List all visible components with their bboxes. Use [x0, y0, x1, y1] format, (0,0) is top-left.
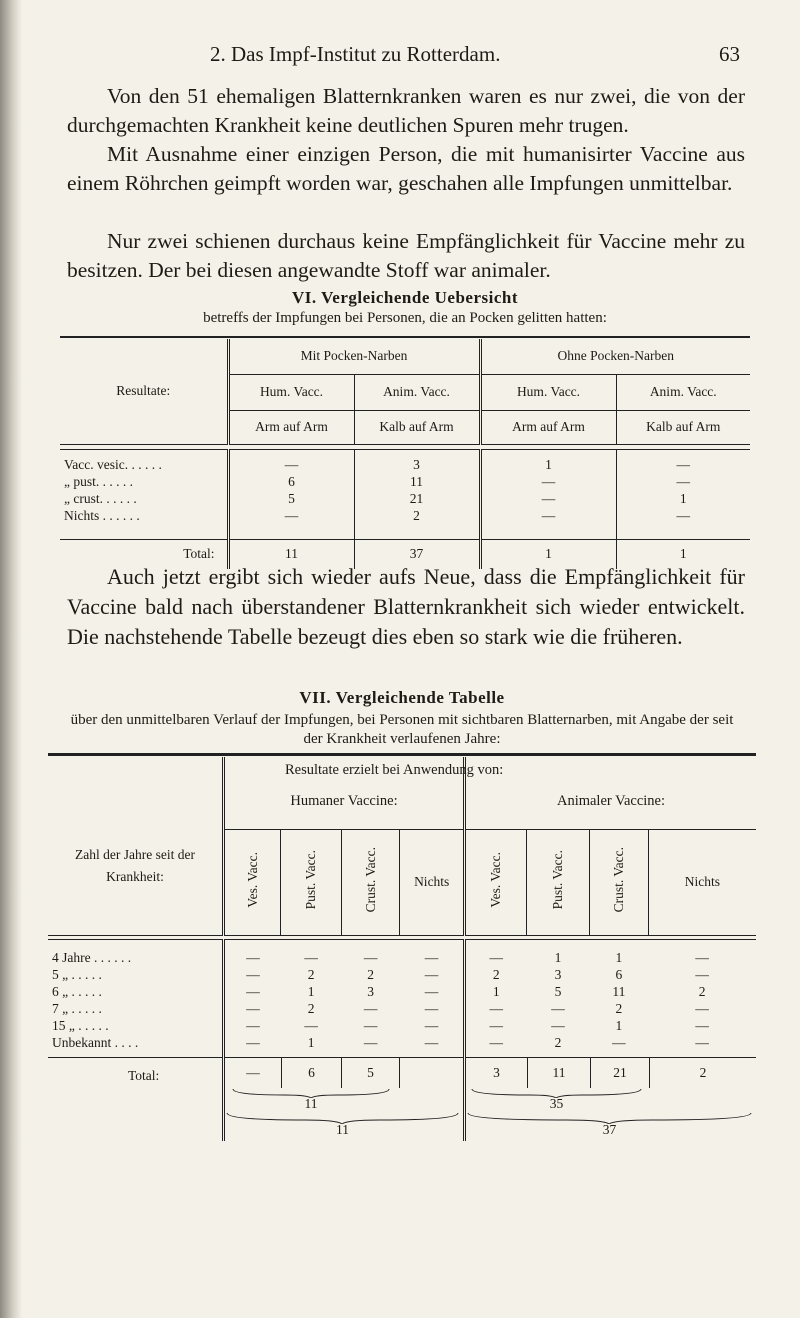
table2-col-values: — — — — — —	[224, 939, 281, 1057]
table1-top-rule	[60, 336, 750, 338]
table2-col-values: 1 6 11 2 1 —	[612, 949, 626, 1050]
table1-total: 1	[616, 539, 750, 569]
table-row-label: „ pust. . . . . .	[64, 473, 133, 489]
table-row-label: 5 „ . . . . .	[52, 966, 102, 982]
table2-col-values: — 2 1 — — —	[465, 939, 527, 1057]
table1-subtitle: betreffs der Impfungen bei Personen, die an Pocken gelitten hatten:	[203, 310, 607, 326]
table1-col-values: — — 1 —	[616, 449, 750, 539]
table2-grand-animal: 37	[602, 1121, 617, 1137]
table2-total: —	[246, 1064, 260, 1080]
table-row-label: 7 „ . . . . .	[52, 1000, 102, 1016]
table2-total: 2	[649, 1058, 756, 1088]
table1-row-header: Resultate:	[60, 339, 228, 444]
table2-col-values: — — 2 — — —	[695, 949, 709, 1050]
table2-total-label: Total:	[128, 1067, 160, 1083]
table-row-label: Vacc. vesic. . . . . .	[64, 456, 162, 472]
page-number: 63	[719, 42, 740, 66]
table1-col-values: 1 — — —	[480, 449, 616, 539]
table2-total: 21	[590, 1058, 649, 1088]
table2-top-header: Resultate erzielt bei Anwendung von:	[285, 762, 504, 778]
table2-col-header: Crust. Vacc.	[341, 829, 399, 935]
table2-col-header: Nichts	[648, 829, 756, 935]
table2-col-header: Pust. Vacc.	[526, 829, 589, 935]
table1-total: 1	[480, 539, 616, 569]
table2-total: 5	[341, 1058, 399, 1088]
table2	[48, 757, 756, 1141]
table2-col-values: — 2 1 2 — 1	[304, 949, 318, 1050]
table1-subsub-header: Kalb auf Arm	[616, 410, 750, 444]
table1-sub-header: Hum. Vacc.	[480, 374, 616, 410]
table2-total-human	[224, 1057, 465, 1141]
table2-total: 6	[281, 1058, 341, 1088]
running-title: 2. Das Impf-Institut zu Rotterdam.	[210, 42, 501, 66]
table1-sub-header: Anim. Vacc.	[616, 374, 750, 410]
table1-total: 11	[228, 539, 354, 569]
table2-total	[399, 1058, 463, 1088]
page-gutter-shadow	[0, 0, 22, 1318]
paragraph-3: Nur zwei schienen durchaus keine Empfänglichkeit für Vaccine mehr zu besitzen. Der bei diesen angewandte Stoff war animaler.	[67, 229, 745, 282]
table1-col-values: 3 11 21 2	[354, 449, 480, 539]
table2-subtotal-human: 11	[304, 1095, 318, 1111]
paragraph-2: Mit Ausnahme einer einzigen Person, die mit humanisirter Vaccine aus einem Röhrchen geimpft worden war, geschahen alle Impfungen unmittelbar.	[67, 142, 745, 195]
middle-paragraph: Auch jetzt ergibt sich wieder aufs Neue, dass die Empfänglichkeit für Vaccine bald nach überstandener Blatternkrankheit sich wieder entwickelt. Die nachstehende Tabelle bezeugt dies eben so stark wie die früheren.	[67, 564, 745, 649]
table-row-label: Unbekannt . . . .	[52, 1034, 139, 1050]
table2-col-values: — — — — — —	[424, 949, 439, 1050]
table2-col-header: Nichts	[400, 829, 465, 935]
table-row-label: 15 „ . . . . .	[52, 1017, 109, 1033]
table1-title: VI. Vergleichende Uebersicht	[291, 288, 518, 307]
table1-col-values: — 6 5 —	[228, 449, 354, 539]
table1-total: 37	[354, 539, 480, 569]
table-row-label: Nichts . . . . . .	[64, 507, 140, 523]
table1-total-label: Total:	[183, 546, 215, 562]
table2-col-header: Pust. Vacc.	[281, 829, 342, 935]
table2-grand-human: 11	[336, 1121, 349, 1137]
table1-sub-header: Anim. Vacc.	[354, 374, 480, 410]
table2-col-header: Ves. Vacc.	[465, 829, 527, 935]
table-row-label: „ crust. . . . . .	[64, 490, 137, 506]
table2-total: 11	[527, 1058, 590, 1088]
table1-subsub-header: Arm auf Arm	[480, 410, 616, 444]
table2-row-header: Zahl der Jahre seit der Krankheit:	[48, 757, 224, 935]
table1-subsub-header: Arm auf Arm	[228, 410, 354, 444]
table2-total-animal	[465, 1057, 757, 1141]
table2-col-values: — 2 3 — — —	[363, 949, 378, 1050]
table2-group-human: Humaner Vaccine:	[290, 793, 398, 809]
table2-row-labels	[48, 939, 224, 1057]
table2-group-animal: Animaler Vaccine:	[465, 757, 757, 829]
table1-subsub-header: Kalb auf Arm	[354, 410, 480, 444]
running-header	[90, 42, 740, 72]
table-row-label: 4 Jahre . . . . . .	[52, 949, 132, 965]
table1-group-without-scars: Ohne Pocken-Narben	[480, 339, 750, 374]
table2-col-header: Crust. Vacc.	[589, 829, 648, 935]
table1-sub-header: Hum. Vacc.	[228, 374, 354, 410]
table-row-label: 6 „ . . . . .	[52, 983, 102, 999]
table1	[60, 339, 750, 569]
table2-col-values: 1 3 5 — — 2	[551, 949, 565, 1050]
table2-col-header: Ves. Vacc.	[224, 829, 281, 935]
paragraph-1: Von den 51 ehemaligen Blatternkranken waren es nur zwei, die von der durchgemachten Krankheit keine deutlichen Spuren mehr trugen.	[67, 84, 745, 137]
table2-title: VII. Vergleichende Tabelle	[299, 688, 505, 707]
table2-subtitle: über den unmittelbaren Verlauf der Impfungen, bei Personen mit sichtbaren Blatternarben, mit Angabe der seit der Krankheit verlaufenen Jahre:	[70, 712, 734, 747]
table2-total: 3	[493, 1064, 500, 1080]
table2-top-rule	[48, 753, 756, 756]
table2-header-human	[224, 757, 504, 829]
table1-group-with-scars: Mit Pocken-Narben	[228, 339, 480, 374]
table2-subtotal-animal: 35	[549, 1095, 564, 1111]
table1-row-labels	[60, 449, 228, 539]
